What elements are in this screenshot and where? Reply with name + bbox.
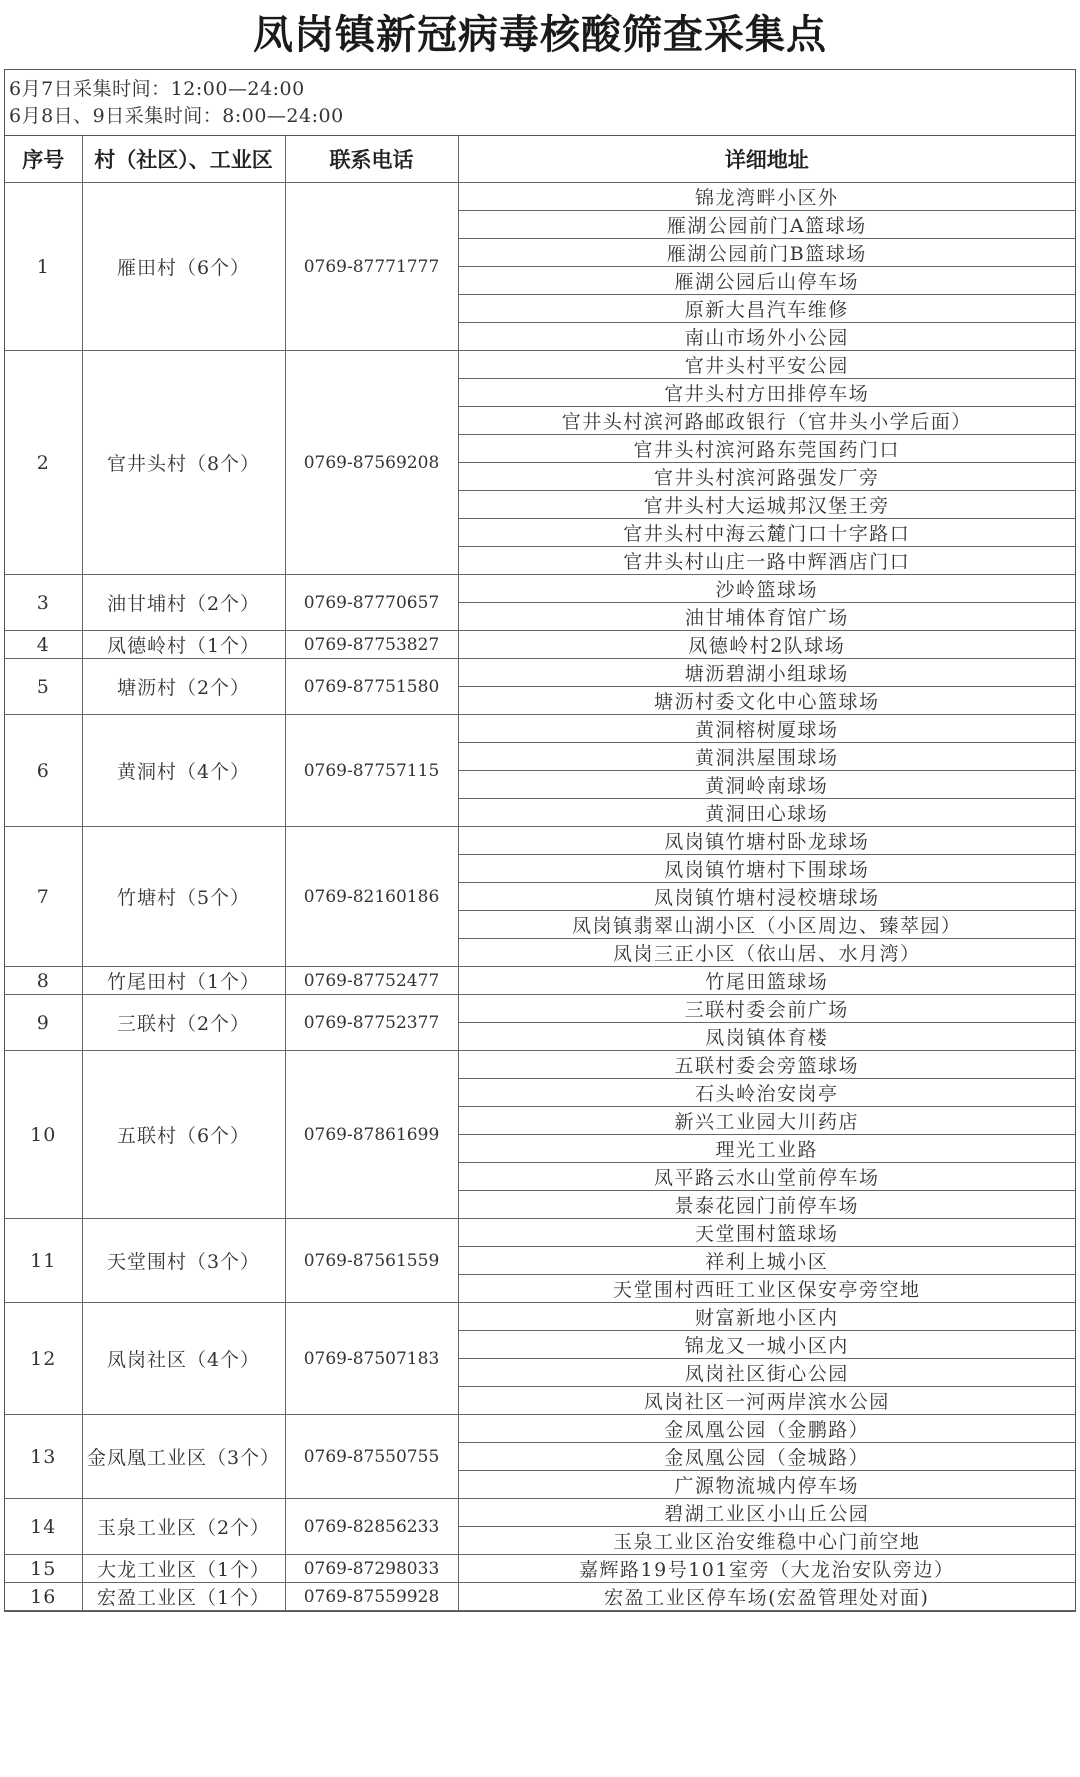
document bbox=[4, 0, 1076, 1612]
row-index: 14 bbox=[5, 1499, 82, 1555]
address-cell: 官井头村滨河路强发厂旁 bbox=[458, 463, 1075, 491]
address-cell: 玉泉工业区治安维稳中心门前空地 bbox=[458, 1527, 1075, 1555]
table-row bbox=[5, 631, 1075, 659]
village-name: 竹尾田村（1个） bbox=[82, 967, 285, 995]
address-cell: 南山市场外小公园 bbox=[458, 323, 1075, 351]
address-cell: 宏盈工业区停车场(宏盈管理处对面) bbox=[458, 1583, 1075, 1611]
table-row bbox=[5, 1499, 1075, 1527]
table-row bbox=[5, 967, 1075, 995]
address-cell: 雁湖公园后山停车场 bbox=[458, 267, 1075, 295]
address-cell: 三联村委会前广场 bbox=[458, 995, 1075, 1023]
village-name: 金凤凰工业区（3个） bbox=[82, 1415, 285, 1499]
header-index: 序号 bbox=[5, 136, 82, 183]
village-name: 竹塘村（5个） bbox=[82, 827, 285, 967]
contact-phone: 0769-87752477 bbox=[285, 967, 458, 995]
row-index: 4 bbox=[5, 631, 82, 659]
contact-phone: 0769-87751580 bbox=[285, 659, 458, 715]
table-row bbox=[5, 1303, 1075, 1331]
village-name: 宏盈工业区（1个） bbox=[82, 1583, 285, 1611]
contact-phone: 0769-87861699 bbox=[285, 1051, 458, 1219]
page-title: 凤岗镇新冠病毒核酸筛查采集点 bbox=[253, 11, 827, 58]
address-cell: 凤德岭村2队球场 bbox=[458, 631, 1075, 659]
table-row bbox=[5, 1583, 1075, 1611]
village-name: 凤岗社区（4个） bbox=[82, 1303, 285, 1415]
address-cell: 原新大昌汽车维修 bbox=[458, 295, 1075, 323]
row-index: 15 bbox=[5, 1555, 82, 1583]
address-cell: 塘沥村委文化中心篮球场 bbox=[458, 687, 1075, 715]
address-cell: 天堂围村西旺工业区保安亭旁空地 bbox=[458, 1275, 1075, 1303]
address-cell: 官井头村方田排停车场 bbox=[458, 379, 1075, 407]
address-cell: 理光工业路 bbox=[458, 1135, 1075, 1163]
address-cell: 官井头村山庄一路中辉酒店门口 bbox=[458, 547, 1075, 575]
table-row bbox=[5, 659, 1075, 687]
table-row bbox=[5, 183, 1075, 211]
address-cell: 锦龙又一城小区内 bbox=[458, 1331, 1075, 1359]
address-cell: 凤岗三正小区（依山居、水月湾） bbox=[458, 939, 1075, 967]
schedule-line-1: 6月7日采集时间：12:00—24:00 bbox=[9, 78, 305, 100]
contact-phone: 0769-87550755 bbox=[285, 1415, 458, 1499]
table-row bbox=[5, 351, 1075, 379]
address-cell: 锦龙湾畔小区外 bbox=[458, 183, 1075, 211]
address-cell: 新兴工业园大川药店 bbox=[458, 1107, 1075, 1135]
address-cell: 凤岗镇体育楼 bbox=[458, 1023, 1075, 1051]
contact-phone: 0769-87770657 bbox=[285, 575, 458, 631]
schedule-line-2: 6月8日、9日采集时间：8:00—24:00 bbox=[9, 105, 344, 127]
row-index: 13 bbox=[5, 1415, 82, 1499]
address-cell: 嘉辉路19号101室旁（大龙治安队旁边） bbox=[458, 1555, 1075, 1583]
header-village: 村（社区）、工业区 bbox=[82, 136, 285, 183]
address-cell: 塘沥碧湖小组球场 bbox=[458, 659, 1075, 687]
address-cell: 凤岗镇竹塘村卧龙球场 bbox=[458, 827, 1075, 855]
address-cell: 凤岗镇翡翠山湖小区（小区周边、臻萃园） bbox=[458, 911, 1075, 939]
address-cell: 石头岭治安岗亭 bbox=[458, 1079, 1075, 1107]
address-cell: 官井头村滨河路东莞国药门口 bbox=[458, 435, 1075, 463]
address-cell: 竹尾田篮球场 bbox=[458, 967, 1075, 995]
address-cell: 官井头村大运城邦汉堡王旁 bbox=[458, 491, 1075, 519]
table-frame bbox=[4, 69, 1076, 1612]
table-row bbox=[5, 827, 1075, 855]
address-cell: 雁湖公园前门A篮球场 bbox=[458, 211, 1075, 239]
row-index: 10 bbox=[5, 1051, 82, 1219]
contact-phone: 0769-87569208 bbox=[285, 351, 458, 575]
address-cell: 金凤凰公园（金城路） bbox=[458, 1443, 1075, 1471]
contact-phone: 0769-87298033 bbox=[285, 1555, 458, 1583]
address-cell: 景泰花园门前停车场 bbox=[458, 1191, 1075, 1219]
village-name: 五联村（6个） bbox=[82, 1051, 285, 1219]
address-cell: 黄洞洪屋围球场 bbox=[458, 743, 1075, 771]
address-cell: 财富新地小区内 bbox=[458, 1303, 1075, 1331]
address-cell: 祥利上城小区 bbox=[458, 1247, 1075, 1275]
row-index: 9 bbox=[5, 995, 82, 1051]
address-cell: 雁湖公园前门B篮球场 bbox=[458, 239, 1075, 267]
address-cell: 官井头村滨河路邮政银行（官井头小学后面） bbox=[458, 407, 1075, 435]
header-address: 详细地址 bbox=[458, 136, 1075, 183]
address-cell: 油甘埔体育馆广场 bbox=[458, 603, 1075, 631]
village-name: 三联村（2个） bbox=[82, 995, 285, 1051]
table-row bbox=[5, 1415, 1075, 1443]
table-row bbox=[5, 1219, 1075, 1247]
address-cell: 官井头村中海云麓门口十字路口 bbox=[458, 519, 1075, 547]
contact-phone: 0769-87561559 bbox=[285, 1219, 458, 1303]
address-cell: 黄洞岭南球场 bbox=[458, 771, 1075, 799]
schedule-block bbox=[5, 70, 1075, 136]
table-row bbox=[5, 1555, 1075, 1583]
address-cell: 凤岗镇竹塘村浸校塘球场 bbox=[458, 883, 1075, 911]
header-phone: 联系电话 bbox=[285, 136, 458, 183]
header-row bbox=[5, 136, 1075, 183]
address-cell: 碧湖工业区小山丘公园 bbox=[458, 1499, 1075, 1527]
contact-phone: 0769-87753827 bbox=[285, 631, 458, 659]
village-name: 凤德岭村（1个） bbox=[82, 631, 285, 659]
row-index: 5 bbox=[5, 659, 82, 715]
row-index: 6 bbox=[5, 715, 82, 827]
village-name: 天堂围村（3个） bbox=[82, 1219, 285, 1303]
table-row bbox=[5, 575, 1075, 603]
village-name: 官井头村（8个） bbox=[82, 351, 285, 575]
row-index: 7 bbox=[5, 827, 82, 967]
row-index: 12 bbox=[5, 1303, 82, 1415]
address-cell: 五联村委会旁篮球场 bbox=[458, 1051, 1075, 1079]
contact-phone: 0769-87507183 bbox=[285, 1303, 458, 1415]
address-cell: 黄洞田心球场 bbox=[458, 799, 1075, 827]
address-cell: 沙岭篮球场 bbox=[458, 575, 1075, 603]
address-cell: 天堂围村篮球场 bbox=[458, 1219, 1075, 1247]
address-cell: 金凤凰公园（金鹏路） bbox=[458, 1415, 1075, 1443]
table-body bbox=[5, 183, 1075, 1611]
address-cell: 广源物流城内停车场 bbox=[458, 1471, 1075, 1499]
village-name: 玉泉工业区（2个） bbox=[82, 1499, 285, 1555]
address-cell: 官井头村平安公园 bbox=[458, 351, 1075, 379]
contact-phone: 0769-87771777 bbox=[285, 183, 458, 351]
table-row bbox=[5, 715, 1075, 743]
row-index: 2 bbox=[5, 351, 82, 575]
row-index: 8 bbox=[5, 967, 82, 995]
sites-table bbox=[5, 136, 1075, 1611]
address-cell: 凤岗镇竹塘村下围球场 bbox=[458, 855, 1075, 883]
row-index: 11 bbox=[5, 1219, 82, 1303]
row-index: 3 bbox=[5, 575, 82, 631]
address-cell: 凤平路云水山堂前停车场 bbox=[458, 1163, 1075, 1191]
table-row bbox=[5, 1051, 1075, 1079]
row-index: 1 bbox=[5, 183, 82, 351]
contact-phone: 0769-87752377 bbox=[285, 995, 458, 1051]
table-row bbox=[5, 995, 1075, 1023]
address-cell: 凤岗社区一河两岸滨水公园 bbox=[458, 1387, 1075, 1415]
contact-phone: 0769-87757115 bbox=[285, 715, 458, 827]
contact-phone: 0769-82160186 bbox=[285, 827, 458, 967]
village-name: 黄洞村（4个） bbox=[82, 715, 285, 827]
address-cell: 黄洞榕树厦球场 bbox=[458, 715, 1075, 743]
village-name: 塘沥村（2个） bbox=[82, 659, 285, 715]
contact-phone: 0769-82856233 bbox=[285, 1499, 458, 1555]
village-name: 雁田村（6个） bbox=[82, 183, 285, 351]
table-bottom-border bbox=[5, 1611, 1075, 1612]
row-index: 16 bbox=[5, 1583, 82, 1611]
address-cell: 凤岗社区街心公园 bbox=[458, 1359, 1075, 1387]
village-name: 油甘埔村（2个） bbox=[82, 575, 285, 631]
village-name: 大龙工业区（1个） bbox=[82, 1555, 285, 1583]
contact-phone: 0769-87559928 bbox=[285, 1583, 458, 1611]
